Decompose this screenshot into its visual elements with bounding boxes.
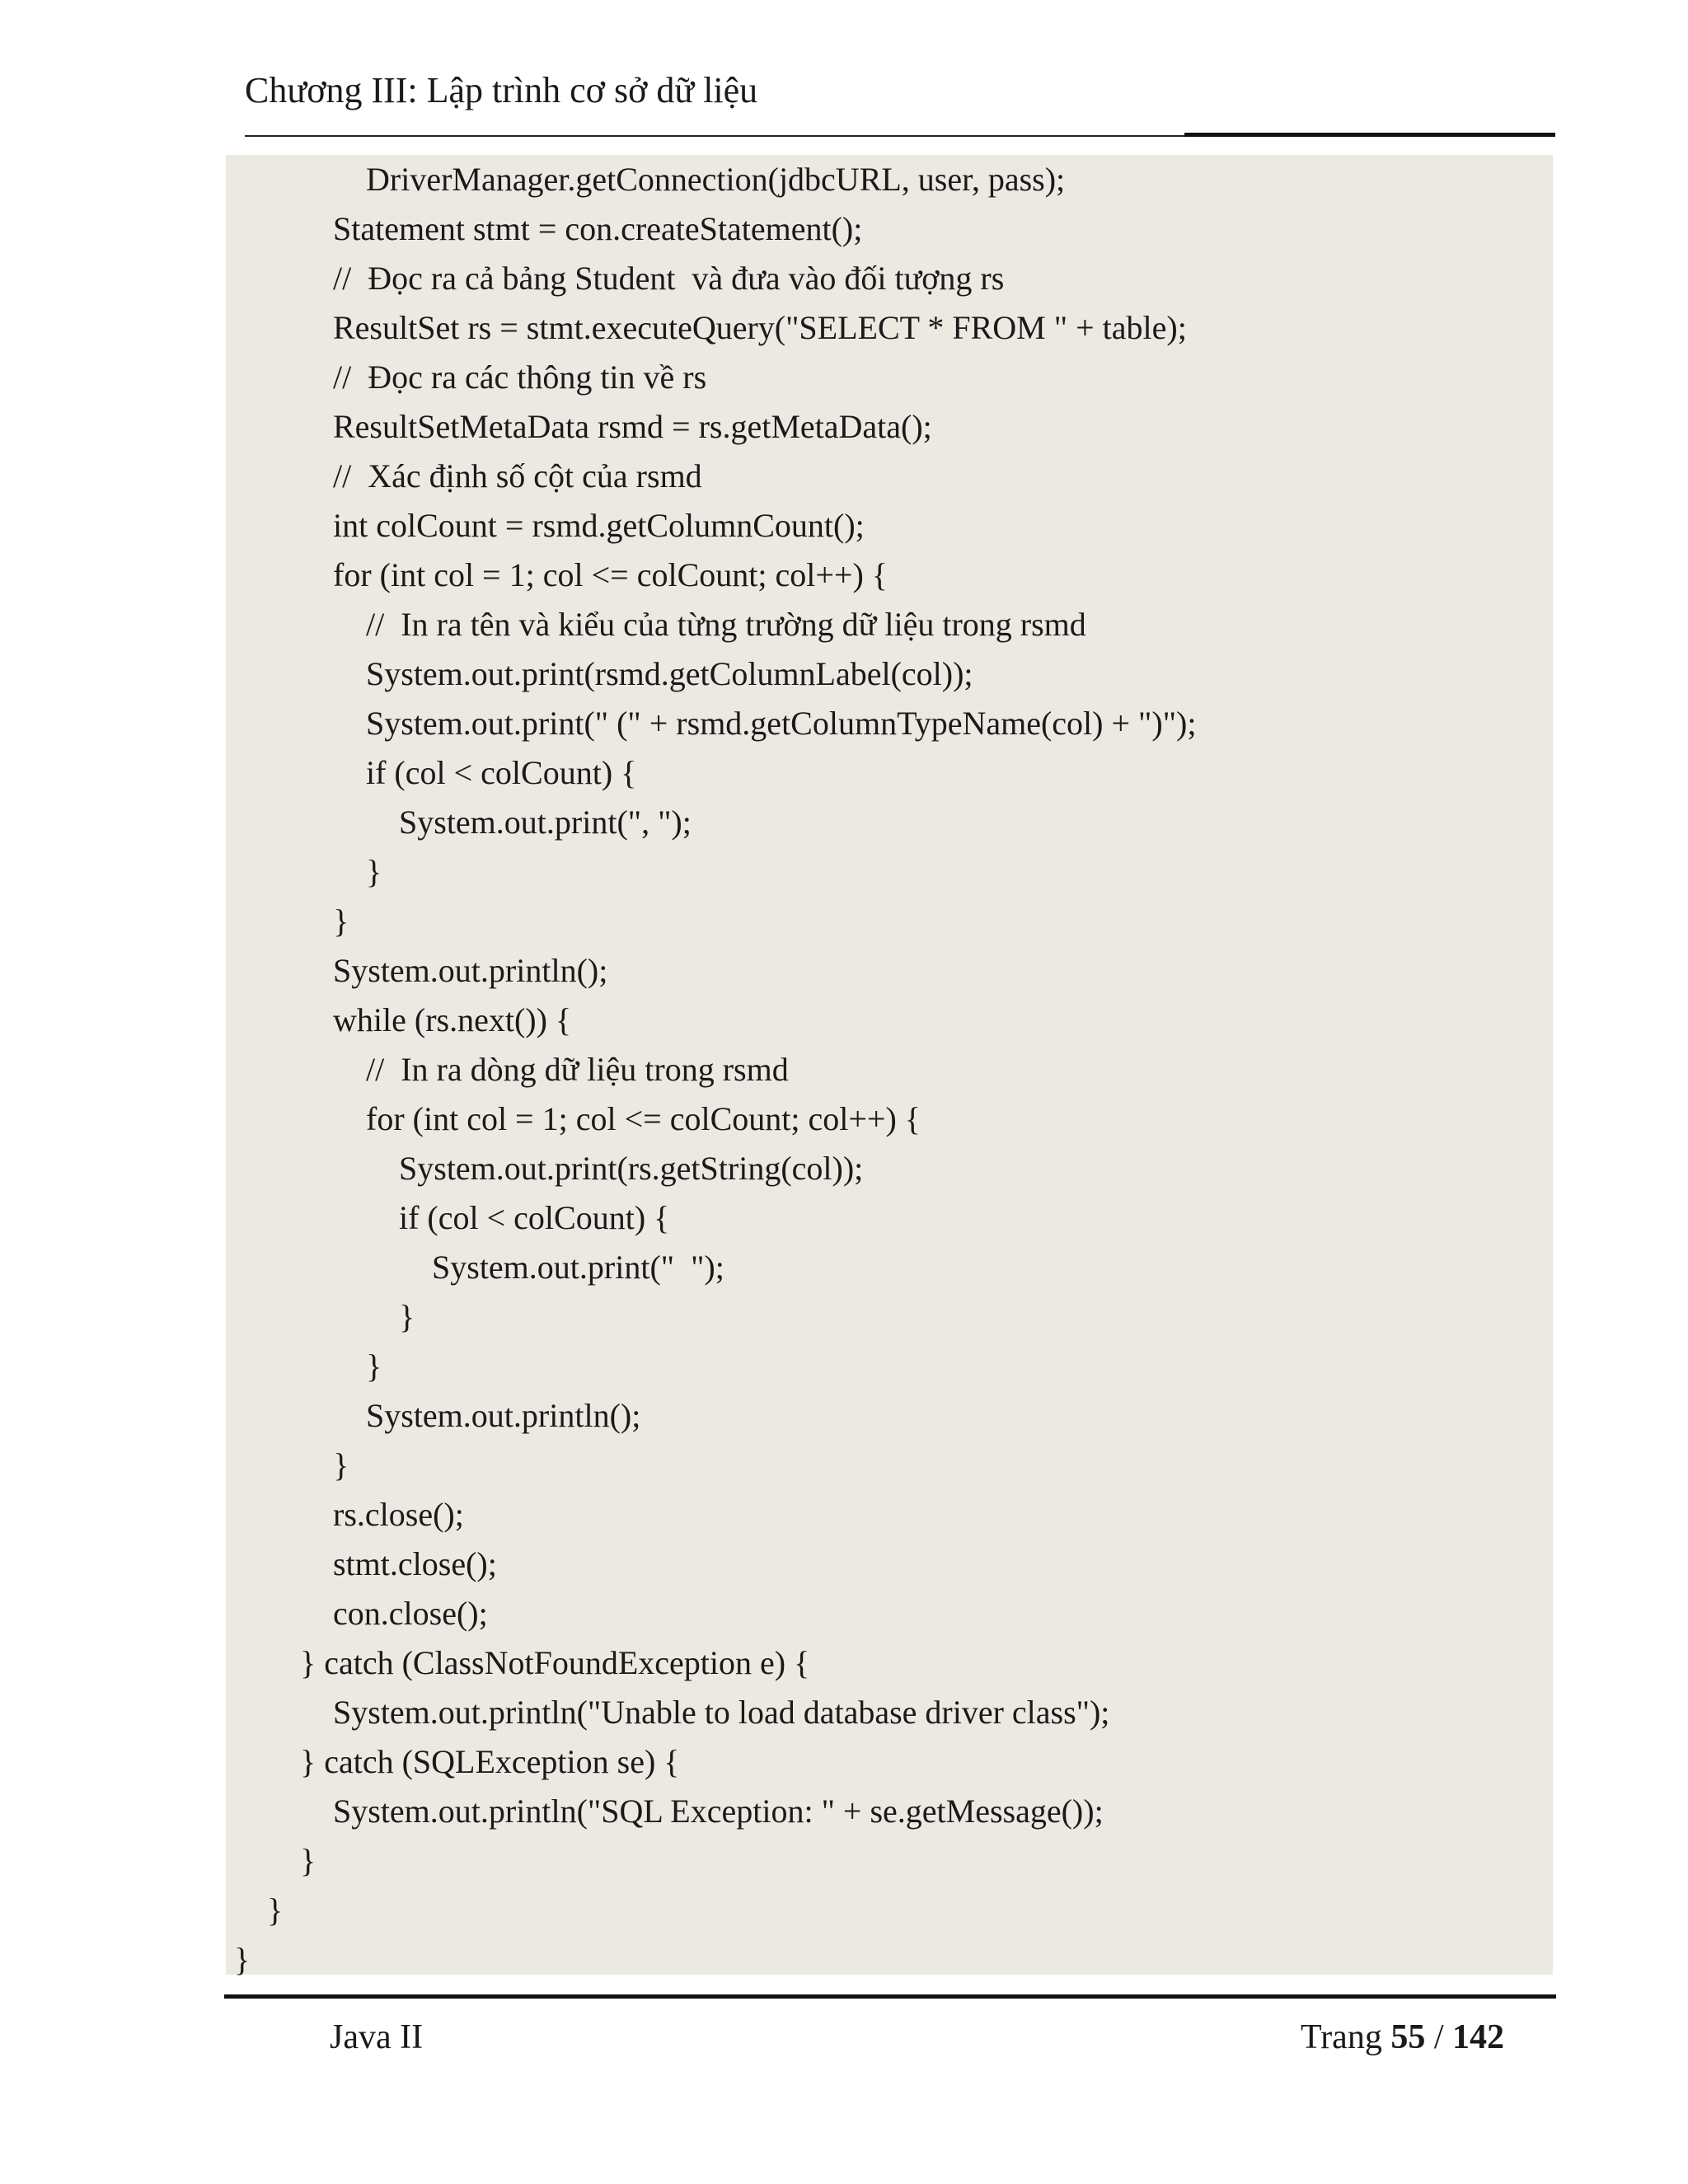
- page-separator: /: [1433, 2018, 1444, 2056]
- code-line: // Đọc ra các thông tin về rs: [333, 359, 707, 396]
- chapter-title: Chương III: Lập trình cơ sở dữ liệu: [245, 70, 758, 110]
- code-line: while (rs.next()) {: [333, 1001, 572, 1038]
- code-line: System.out.println("Unable to load database driver class");: [333, 1694, 1110, 1731]
- code-line: } catch (SQLException se) {: [300, 1743, 680, 1780]
- code-line: }: [399, 1298, 415, 1335]
- code-line: if (col < colCount) {: [399, 1199, 670, 1236]
- code-block: [226, 155, 1553, 1978]
- code-line: System.out.println();: [333, 952, 608, 989]
- code-line: }: [267, 1891, 284, 1929]
- code-line: }: [333, 902, 349, 940]
- code-line: }: [234, 1941, 251, 1978]
- code-line: System.out.print(", ");: [399, 804, 692, 841]
- code-line: }: [333, 1446, 349, 1483]
- header-divider-thick: [1184, 133, 1555, 137]
- footer-divider: [224, 1994, 1556, 1999]
- footer-page-indicator: [1301, 2013, 1504, 2062]
- code-line: DriverManager.getConnection(jdbcURL, user, pass);: [366, 161, 1066, 198]
- code-line: System.out.print(" (" + rsmd.getColumnTypeName(col) + ")");: [366, 705, 1197, 742]
- code-line: con.close();: [333, 1595, 488, 1632]
- code-line: for (int col = 1; col <= colCount; col++) {: [333, 556, 888, 593]
- code-line: for (int col = 1; col <= colCount; col++) {: [366, 1100, 921, 1137]
- page-label: Trang: [1301, 2018, 1382, 2056]
- code-line: // Đọc ra cả bảng Student và đưa vào đối tượng rs: [333, 260, 1005, 297]
- header-divider-thin: [245, 135, 1184, 137]
- code-line: // In ra dòng dữ liệu trong rsmd: [366, 1051, 789, 1088]
- code-line: System.out.print(rsmd.getColumnLabel(col));: [366, 655, 973, 692]
- code-line: } catch (ClassNotFoundException e) {: [300, 1644, 810, 1681]
- footer-course-name: Java II: [330, 2018, 424, 2056]
- code-line: }: [366, 853, 382, 890]
- code-line: ResultSet rs = stmt.executeQuery("SELECT * FROM " + table);: [333, 309, 1187, 346]
- code-line: // In ra tên và kiểu của từng trường dữ liệu trong rsmd: [366, 606, 1086, 643]
- code-line: ResultSetMetaData rsmd = rs.getMetaData();: [333, 408, 932, 445]
- total-pages: 142: [1452, 2018, 1504, 2056]
- code-line: }: [366, 1347, 382, 1385]
- code-line: System.out.print(rs.getString(col));: [399, 1150, 864, 1187]
- page-number: 55: [1390, 2018, 1426, 2056]
- code-line: int colCount = rsmd.getColumnCount();: [333, 507, 865, 544]
- code-line: if (col < colCount) {: [366, 754, 637, 791]
- code-line: rs.close();: [333, 1496, 464, 1533]
- code-line: Statement stmt = con.createStatement();: [333, 210, 863, 247]
- code-line: stmt.close();: [333, 1545, 497, 1582]
- code-line: System.out.println("SQL Exception: " + se.getMessage());: [333, 1793, 1104, 1830]
- code-line: }: [300, 1842, 316, 1879]
- code-line: System.out.print(" ");: [432, 1249, 724, 1286]
- code-line: // Xác định số cột của rsmd: [333, 457, 702, 494]
- code-line: System.out.println();: [366, 1397, 641, 1434]
